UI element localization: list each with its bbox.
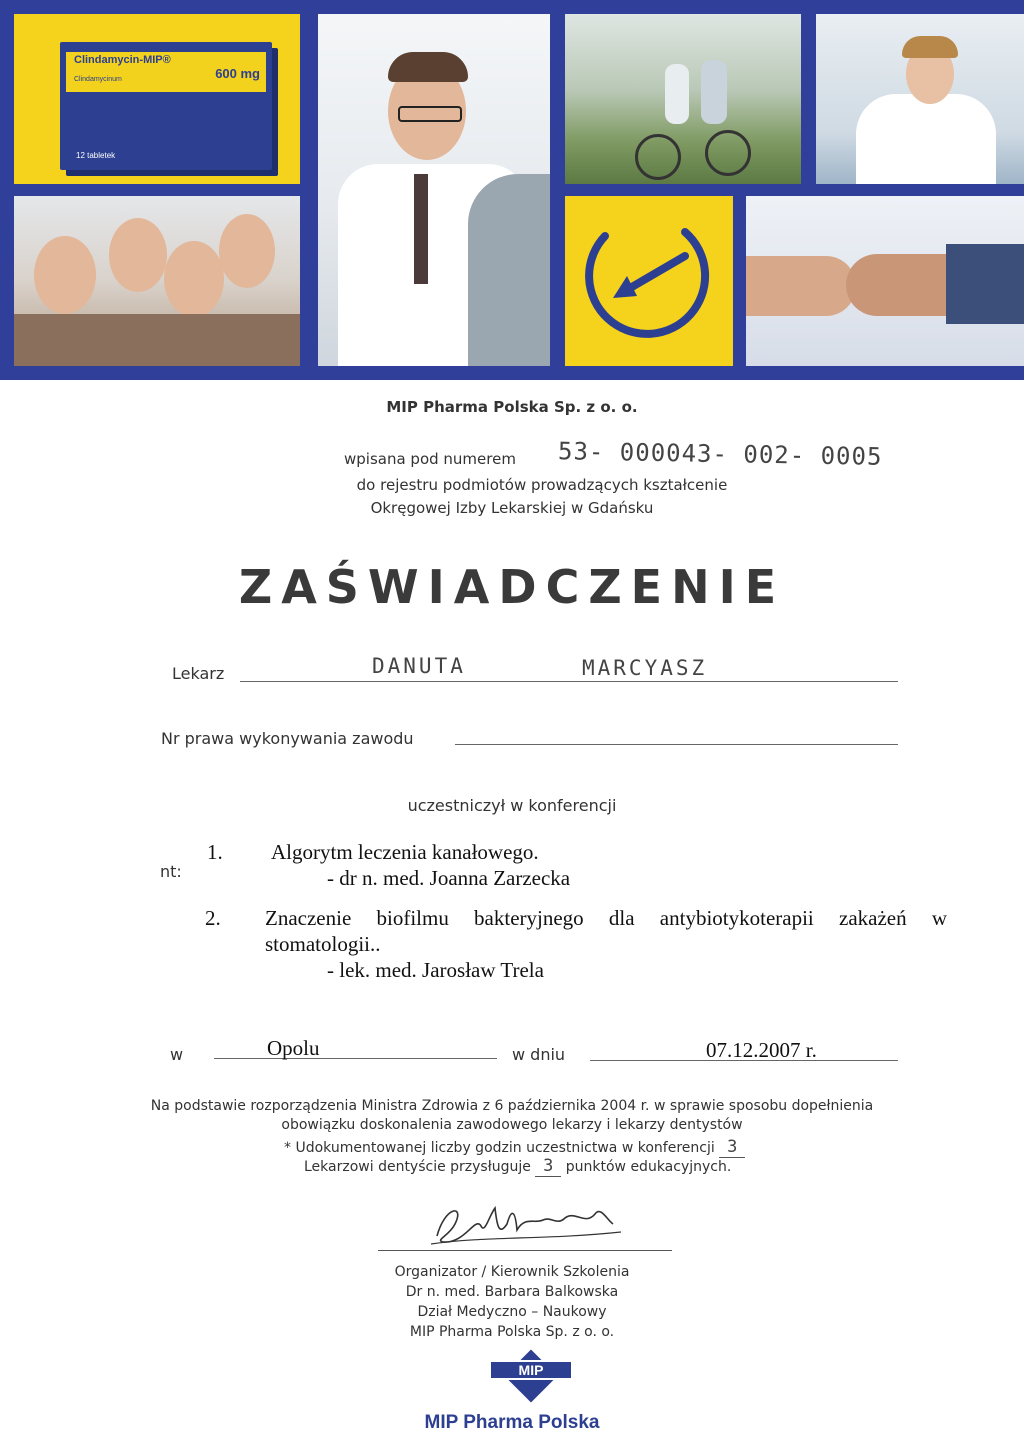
date-label: w dniu [512, 1045, 566, 1064]
handshake-photo [746, 196, 1024, 366]
group-photo [14, 196, 300, 366]
registry-line-2: do rejestru podmiotów prowadzących kształcenie [356, 476, 728, 494]
signature-role: Organizator / Kierownik Szkolenia [394, 1264, 630, 1280]
footnote-line-2: obowiązku doskonalenia zawodowego lekarzy i lekarzy dentystów [281, 1117, 743, 1133]
date-value: 07.12.2007 r. [706, 1038, 817, 1062]
product-count: 12 tabletek [76, 151, 116, 160]
topics-label: nt: [160, 862, 182, 881]
topic-1-title: Algorytm leczenia kanałowego. [271, 840, 539, 864]
place-value: Opolu [267, 1036, 320, 1060]
clock-arrow-graphic [565, 196, 733, 366]
points-value: 3 [535, 1156, 561, 1177]
hours-value: 3 [719, 1137, 745, 1158]
product-dose: 600 mg [215, 66, 260, 81]
topic-2-title: Znaczenie biofilmu bakteryjnego dla antybiotykoterapii zakażeń w [265, 906, 947, 930]
header-photo-band [0, 0, 1024, 380]
document-title: ZAŚWIADCZENIE [238, 560, 786, 614]
signature-company: MIP Pharma Polska Sp. z o. o. [409, 1324, 615, 1340]
points-prefix: Lekarzowi dentyście przysługuje [304, 1159, 531, 1175]
arrow-clock-icon [565, 196, 733, 366]
mip-logo-icon [489, 1350, 573, 1388]
lab-scientist-photo [816, 14, 1024, 184]
place-label: w [170, 1045, 184, 1064]
product-name: Clindamycin-MIP® [74, 54, 171, 66]
signature-line [378, 1250, 672, 1251]
participation-text: uczestniczył w konferencji [407, 796, 617, 815]
doctor-first-name: DANUTA [372, 654, 466, 678]
signature-name: Dr n. med. Barbara Balkowska [405, 1284, 619, 1300]
doctor-underline [240, 681, 898, 682]
footnote-line-1: Na podstawie rozporządzenia Ministra Zdrowia z 6 października 2004 r. w sprawie sposobu dopełnienia [150, 1098, 874, 1114]
topic-1-number: 1. [207, 840, 223, 864]
license-underline [455, 744, 898, 745]
registry-prefix: wpisana pod numerem [344, 450, 516, 468]
registry-line-3: Okręgowej Izby Lekarskiej w Gdańsku [370, 499, 654, 517]
footnote-line-4 [304, 1156, 731, 1177]
cyclists-photo [565, 14, 801, 184]
place-underline [214, 1058, 497, 1059]
topic-2-number: 2. [205, 906, 221, 930]
logo-text: MIP Pharma Polska [424, 1412, 600, 1433]
hours-prefix: * Udokumentowanej liczby godzin uczestnictwa w konferencji [284, 1140, 715, 1156]
doctor-photo [318, 14, 550, 366]
doctor-last-name: MARCYASZ [582, 656, 708, 680]
logo-mark: MIP [489, 1360, 573, 1380]
handwritten-signature [425, 1196, 625, 1252]
product-subtitle: Clindamycinum [74, 76, 122, 83]
footnote-line-3 [284, 1137, 745, 1158]
registry-number: 53- 000043- 002- 0005 [557, 437, 883, 471]
medicine-box [60, 42, 272, 170]
points-suffix: punktów edukacyjnych. [565, 1159, 732, 1175]
topic-1-speaker: - dr n. med. Joanna Zarzecka [327, 866, 571, 890]
topic-2-speaker: - lek. med. Jarosław Trela [327, 958, 544, 982]
license-label: Nr prawa wykonywania zawodu [161, 729, 414, 748]
topic-2-title-cont: stomatologii.. [265, 932, 381, 956]
doctor-label: Lekarz [172, 664, 225, 683]
organization-name: MIP Pharma Polska Sp. z o. o. [386, 398, 638, 416]
signature-department: Dział Medyczno – Naukowy [417, 1304, 607, 1320]
product-box-photo [14, 14, 300, 184]
